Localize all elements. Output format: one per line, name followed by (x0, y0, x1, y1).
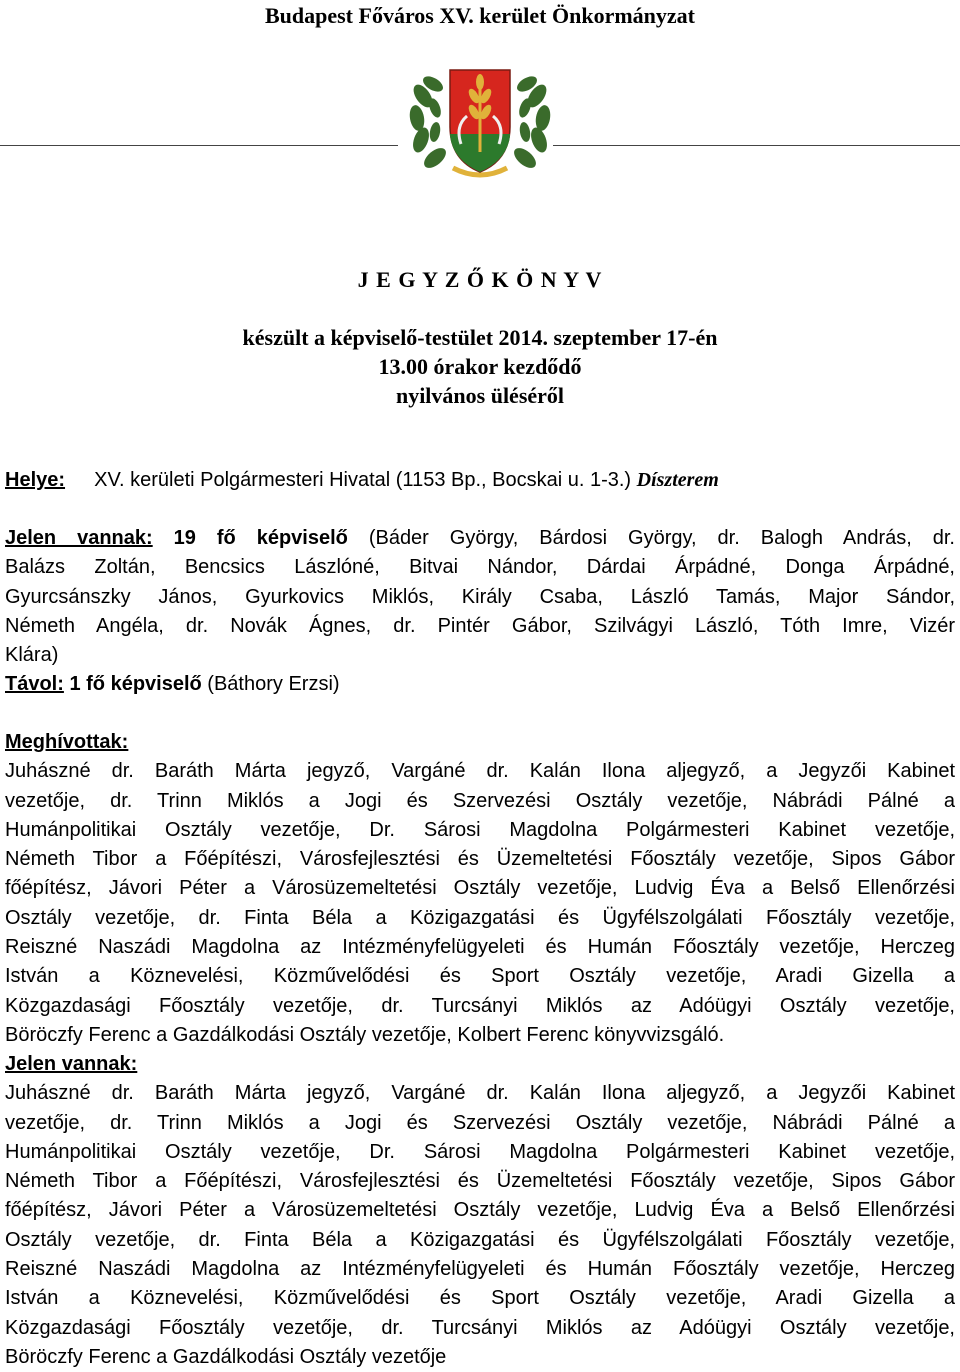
invited-line: Juhászné dr. Baráth Márta jegyző, Vargáné dr. Kalán Ilona aljegyző, a Jegyzői Kabinet (5, 760, 955, 783)
absent-count: 1 fő képviselő (69, 673, 202, 696)
invited-label: Meghívottak: (5, 731, 129, 753)
present-reps-line-4: Klára) (5, 644, 59, 667)
subtitle-line-3: nyilvános üléséről (395, 383, 565, 408)
present-reps-count: 19 fő képviselő (173, 527, 348, 549)
present-staff-line: Humánpolitikai Osztály vezetője, Dr. Sárosi Magdolna Polgármesteri Kabinet vezetője, (5, 1140, 955, 1163)
present-staff-line: Juhászné dr. Baráth Márta jegyző, Vargáné dr. Kalán Ilona aljegyző, a Jegyzői Kabinet (5, 1082, 955, 1105)
present-reps-line-3: Németh Angéla, dr. Novák Ágnes, dr. Pintér Gábor, Szilvágyi László, Tóth Imre, Vizér (5, 614, 955, 637)
invited-line: Humánpolitikai Osztály vezetője, Dr. Sárosi Magdolna Polgármesteri Kabinet vezetője, (5, 818, 955, 841)
invited-line: Reiszné Naszádi Magdolna az Intézményfelügyeleti és Humán Főosztály vezetője, Herczeg (5, 936, 955, 959)
invited-line: Közgazdasági Főosztály vezetője, dr. Turcsányi Miklós az Adóügyi Osztály vezetője, (5, 994, 955, 1017)
present-staff-line: Reiszné Naszádi Magdolna az Intézményfelügyeleti és Humán Főosztály vezetője, Herczeg (5, 1258, 955, 1281)
present-staff-line: Közgazdasági Főosztály vezetője, dr. Turcsányi Miklós az Adóügyi Osztály vezetője, (5, 1316, 955, 1339)
present-reps-section (5, 524, 955, 700)
present-staff-line: vezetője, dr. Trinn Miklós a Jogi és Szervezési Osztály vezetője, Nábrádi Pálné a (5, 1111, 955, 1134)
coat-of-arms (405, 56, 555, 186)
present-staff-line: István a Köznevelési, Közművelődési és Sport Osztály vezetője, Aradi Gizella a (5, 1287, 955, 1310)
header-divider-right (553, 145, 960, 146)
location-section (5, 466, 955, 495)
present-staff-section (5, 1050, 955, 1372)
absent-label: Távol: (5, 673, 64, 696)
location-text: XV. kerületi Polgármesteri Hivatal (1153 Bp., Bocskai u. 1-3.) (94, 469, 632, 491)
invited-section (5, 728, 955, 1050)
invited-line: Böröczfy Ferenc a Gazdálkodási Osztály vezetője, Kolbert Ferenc könyvvizsgáló. (5, 1023, 725, 1046)
location-room: Díszterem (636, 469, 719, 491)
invited-line: főépítész, Jávori Péter a Városüzemeltetési Osztály vezetője, Ludvig Éva a Belső Ellenőrzési (5, 877, 955, 900)
subtitle-line-2: 13.00 órakor kezdődő (378, 354, 582, 379)
subtitle-line-1: készült a képviselő-testület 2014. szeptember 17-én (242, 325, 718, 350)
present-staff-line: Böröczfy Ferenc a Gazdálkodási Osztály vezetője (5, 1345, 447, 1368)
header-divider-left (0, 145, 398, 146)
invited-line: Németh Tibor a Főépítészi, Városfejlesztési és Üzemeltetési Főosztály vezetője, Sipos Gábor (5, 848, 955, 871)
present-staff-line: Osztály vezetője, dr. Finta Béla a Közigazgatási és Ügyfélszolgálati Főosztály vezetője, (5, 1228, 955, 1251)
location-label: Helye: (5, 469, 66, 491)
present-staff-label: Jelen vannak: (5, 1053, 138, 1075)
present-reps-line-1: Balázs Zoltán, Bencsics Lászlóné, Bitvai Nándor, Dárdai Árpádné, Donga Árpádné, (5, 556, 955, 579)
header-title: Budapest Főváros XV. kerület Önkormányzat (264, 3, 696, 28)
invited-line: Osztály vezetője, dr. Finta Béla a Közigazgatási és Ügyfélszolgálati Főosztály vezetője, (5, 906, 955, 929)
present-reps-line-0: (Báder György, Bárdosi György, dr. Balogh András, dr. (347, 527, 955, 549)
coat-of-arms-icon (405, 56, 555, 186)
invited-line: vezetője, dr. Trinn Miklós a Jogi és Szervezési Osztály vezetője, Nábrádi Pálné a (5, 789, 955, 812)
present-staff-line: Németh Tibor a Főépítészi, Városfejlesztési és Üzemeltetési Főosztály vezetője, Sipos Gábor (5, 1170, 955, 1193)
invited-line: István a Köznevelési, Közművelődési és Sport Osztály vezetője, Aradi Gizella a (5, 965, 955, 988)
present-reps-label: Jelen vannak: (5, 527, 153, 549)
present-reps-line-2: Gyurcsánszky János, Gyurkovics Miklós, Király Csaba, László Tamás, Major Sándor, (5, 585, 955, 608)
document-title: J E G Y Z Ő K Ö N Y V (357, 267, 603, 292)
present-staff-line: főépítész, Jávori Péter a Városüzemeltetési Osztály vezetője, Ludvig Éva a Belső Ellenőrzési (5, 1199, 955, 1222)
absent-text: (Báthory Erzsi) (201, 673, 340, 696)
